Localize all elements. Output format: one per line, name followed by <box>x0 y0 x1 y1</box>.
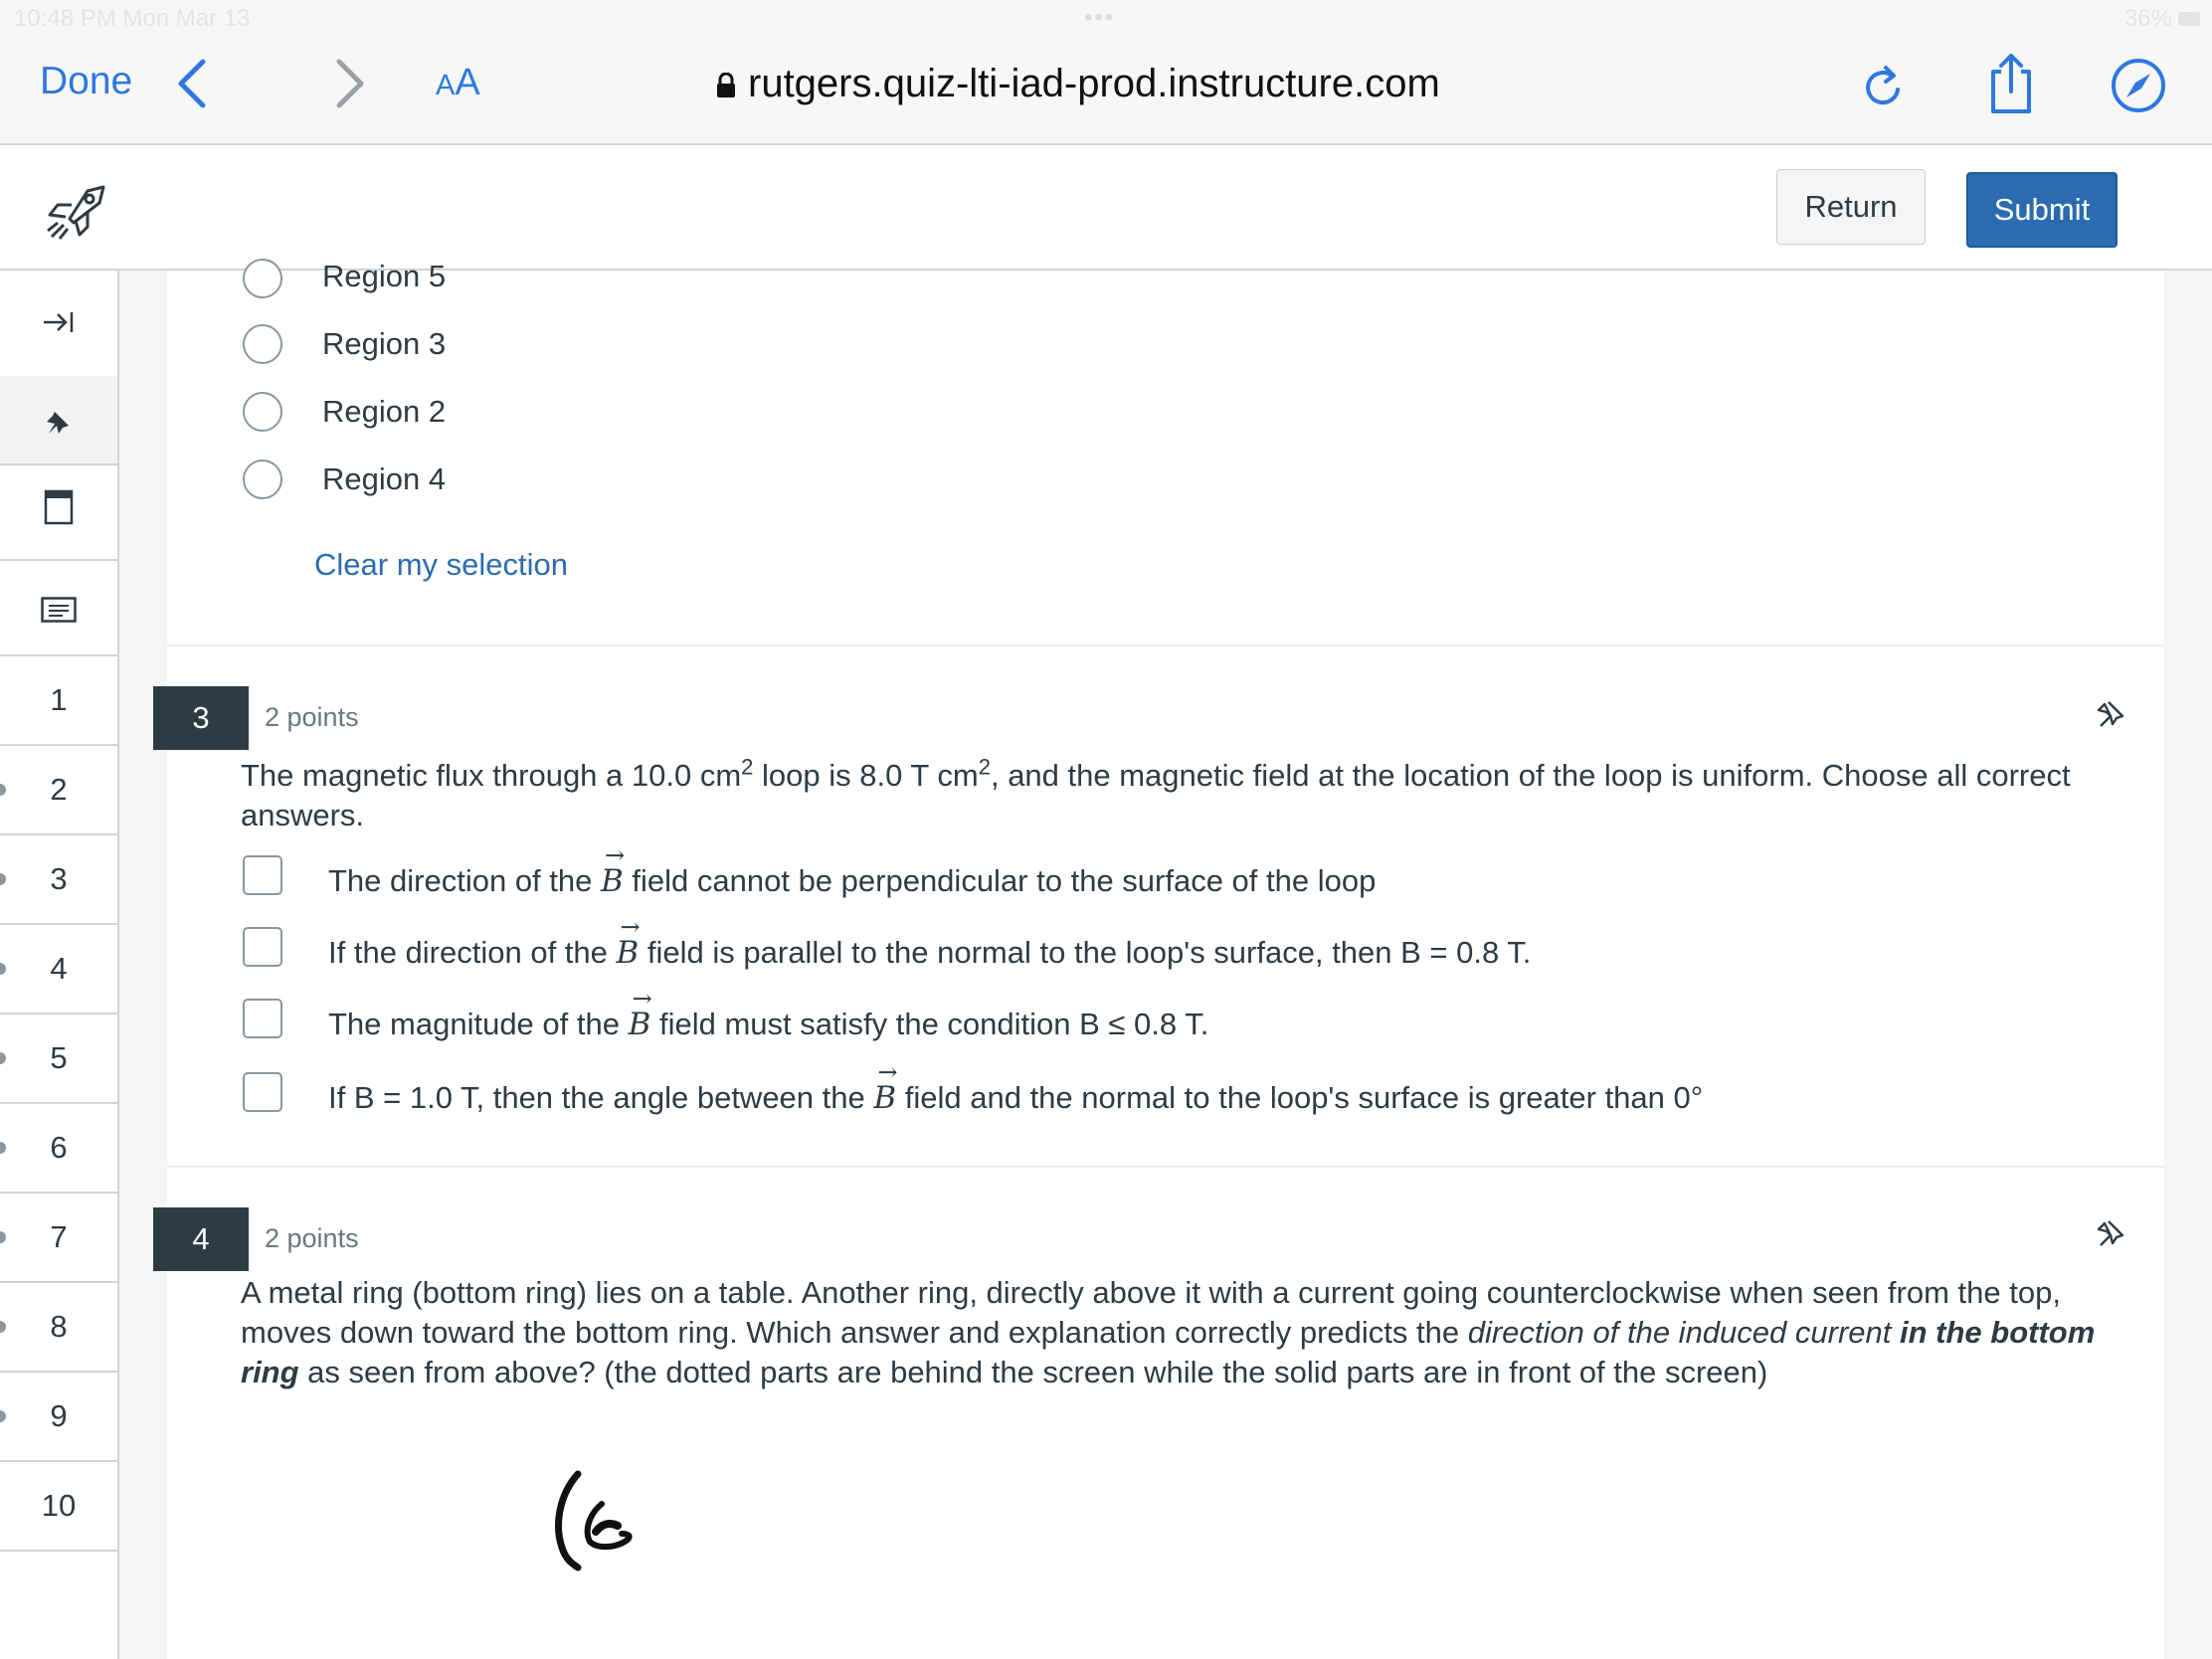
option-label: Region 5 <box>322 259 447 293</box>
collapse-arrow-icon <box>42 308 76 336</box>
pin-icon <box>45 408 73 436</box>
ring-diagram-image <box>540 1464 659 1583</box>
url-text: rutgers.quiz-lti-iad-prod.instructure.com <box>748 62 1440 105</box>
question-nav-2[interactable] <box>0 746 117 835</box>
question-text <box>241 756 2150 835</box>
lock-icon <box>716 73 736 98</box>
radio-region-2[interactable] <box>243 392 282 432</box>
quiz-content <box>167 259 2164 1659</box>
question-text <box>241 1273 2150 1392</box>
share-icon[interactable] <box>1985 52 2037 115</box>
pin-question-icon[interactable] <box>2095 1215 2128 1249</box>
option-text: The direction of the <box>328 863 601 898</box>
answered-dot <box>0 1321 6 1333</box>
option-text: field cannot be perpendicular to the surface of the loop <box>623 863 1377 898</box>
question-nav-number: 4 <box>50 951 68 986</box>
pinned-questions-button[interactable] <box>0 376 117 465</box>
question-text-part: loop is 8.0 T cm <box>753 758 979 793</box>
superscript: 2 <box>741 754 754 780</box>
question-nav-number: 8 <box>50 1309 68 1344</box>
question-nav-3[interactable] <box>0 835 117 925</box>
radio-region-4[interactable] <box>243 460 282 499</box>
option-label: Region 3 <box>322 326 447 361</box>
question-divider <box>167 1166 2164 1168</box>
option-text: field and the normal to the loop's surface is greater than 0° <box>896 1080 1704 1115</box>
quiz-header <box>0 145 2212 271</box>
option-label <box>328 863 1376 899</box>
return-button[interactable]: Return <box>1776 169 1926 245</box>
question-text-part: as seen from above? (the dotted parts are behind the screen while the solid parts are in front of the screen) <box>298 1355 1768 1389</box>
calculator-icon <box>44 489 74 525</box>
reader-label-big: A <box>455 62 480 103</box>
question-text-part: , and the magnetic field at the location of the loop is uniform. Choose all correct answers. <box>241 758 2071 832</box>
question-nav-number: 9 <box>50 1398 68 1433</box>
checkbox-option-3[interactable] <box>243 999 282 1038</box>
battery-icon <box>2178 12 2200 26</box>
option-label <box>328 935 1531 971</box>
rocket-icon <box>44 183 109 241</box>
question-nav-7[interactable] <box>0 1194 117 1283</box>
option-label: Region 4 <box>322 461 447 496</box>
question-nav-1[interactable] <box>0 656 117 746</box>
question-text-strong: in the bottom ring <box>241 1315 2096 1389</box>
question-divider <box>167 645 2164 646</box>
question-number-badge: 4 <box>153 1207 249 1271</box>
question-nav-9[interactable] <box>0 1373 117 1462</box>
question-nav-number: 1 <box>50 682 68 717</box>
option-label: Region 2 <box>322 394 447 429</box>
question-nav-number: 6 <box>50 1130 68 1165</box>
address-bar[interactable] <box>716 62 1440 106</box>
vector-b-symbol: → B <box>873 1080 896 1116</box>
question-nav-8[interactable] <box>0 1283 117 1373</box>
question-points: 2 points <box>265 1223 359 1253</box>
done-button[interactable]: Done <box>40 60 133 102</box>
status-bar <box>0 0 2212 38</box>
question-nav-sidebar <box>0 271 119 1659</box>
question-text-part: A metal ring (bottom ring) lies on a table. Another ring, directly above it with a current going counterclockwise when seen from the top, moves down toward the bottom ring. Which answer and explanation correctly predicts the <box>241 1275 2061 1350</box>
question-nav-6[interactable] <box>0 1104 117 1194</box>
superscript: 2 <box>978 754 991 780</box>
forward-icon[interactable] <box>323 56 373 111</box>
question-nav-number: 7 <box>50 1219 68 1254</box>
option-text: field is parallel to the normal to the loop's surface, then B = 0.8 T. <box>639 935 1532 970</box>
question-nav-4[interactable] <box>0 925 117 1014</box>
reload-icon[interactable] <box>1860 60 1908 115</box>
question-text-emphasis: direction of the induced current <box>1467 1315 1892 1350</box>
question-nav-number: 5 <box>50 1040 68 1075</box>
reader-label-small: A <box>436 70 456 101</box>
answered-dot <box>0 784 6 796</box>
multitask-dots[interactable]: ••• <box>1084 4 1116 31</box>
question-nav-5[interactable] <box>0 1014 117 1104</box>
option-label <box>328 1080 1703 1116</box>
collapse-sidebar-button[interactable] <box>0 271 117 378</box>
answered-dot <box>0 873 6 885</box>
question-nav-number: 2 <box>50 772 68 807</box>
compass-icon[interactable] <box>2111 58 2166 113</box>
status-time: 10:48 PM Mon Mar 13 <box>14 5 251 32</box>
reader-text-size-button[interactable] <box>436 62 480 104</box>
radio-region-3[interactable] <box>243 324 282 364</box>
question-text-part: The magnetic flux through a 10.0 cm <box>241 758 742 793</box>
answered-dot <box>0 1410 6 1422</box>
question-points: 2 points <box>265 702 359 732</box>
vector-b-symbol: → B <box>617 935 640 971</box>
reference-sheet-button[interactable] <box>0 561 117 656</box>
question-nav-number: 3 <box>50 861 68 896</box>
question-nav-number: 10 <box>41 1488 77 1523</box>
option-text: If B = 1.0 T, then the angle between the <box>328 1080 874 1115</box>
option-text: If the direction of the <box>328 935 617 970</box>
option-text: The magnitude of the <box>328 1007 629 1041</box>
vector-b-symbol: → B <box>601 863 624 899</box>
checkbox-option-1[interactable] <box>243 855 282 895</box>
checkbox-option-4[interactable] <box>243 1072 282 1112</box>
radio-region-5[interactable] <box>243 259 282 298</box>
back-icon[interactable] <box>169 56 219 111</box>
document-icon <box>41 597 77 623</box>
answered-dot <box>0 963 6 975</box>
answered-dot <box>0 1052 6 1064</box>
browser-toolbar <box>0 38 2212 145</box>
vector-b-symbol: → B <box>629 1007 651 1042</box>
option-label <box>328 1007 1208 1042</box>
question-number-badge: 3 <box>153 686 249 750</box>
answered-dot <box>0 1142 6 1154</box>
checkbox-option-2[interactable] <box>243 927 282 967</box>
submit-button[interactable]: Submit <box>1966 172 2118 248</box>
question-nav-10[interactable] <box>0 1462 117 1552</box>
answered-dot <box>0 1231 6 1243</box>
clear-selection-link[interactable]: Clear my selection <box>314 547 568 582</box>
question-text-part <box>1891 1315 1900 1350</box>
pin-question-icon[interactable] <box>2095 696 2128 730</box>
option-text: field must satisfy the condition B ≤ 0.8 T. <box>650 1007 1209 1041</box>
battery-percent: 36% <box>2123 5 2172 32</box>
calculator-button[interactable] <box>0 465 117 561</box>
